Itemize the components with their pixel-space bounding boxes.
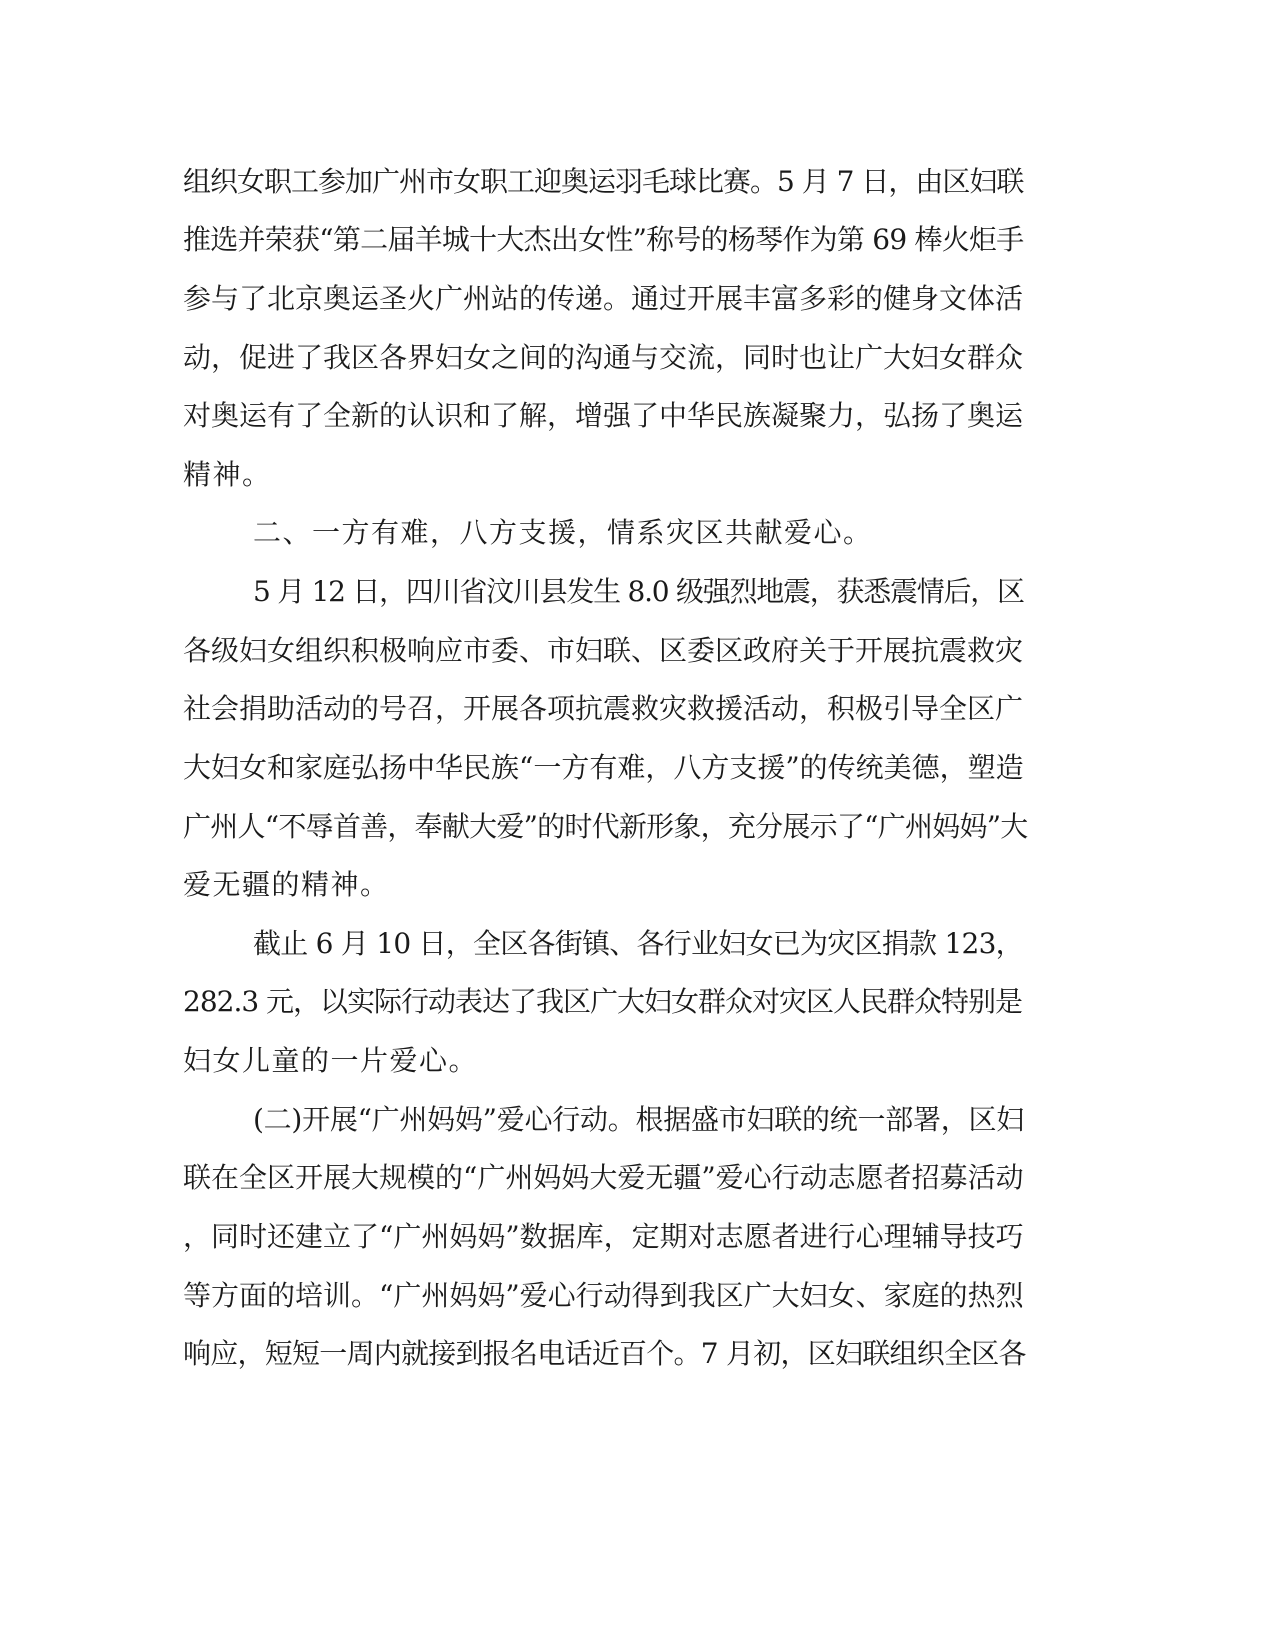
text-line: 推选并荣获“第二届羊城十大杰出女性”称号的杨琴作为第 69 棒火炬手 <box>183 223 1024 256</box>
text-line: 组织女职工参加广州市女职工迎奥运羽毛球比赛。5 月 7 日，由区妇联 <box>183 165 1024 198</box>
text-line: ，同时还建立了“广州妈妈”数据库，定期对志愿者进行心理辅导技巧 <box>183 1220 1024 1253</box>
text-line: 社会捐助活动的号召，开展各项抗震救灾救援活动，积极引导全区广 <box>183 692 1024 725</box>
text-line: 响应，短短一周内就接到报名电话近百个。7 月初，区妇联组织全区各 <box>183 1337 1026 1370</box>
text-line: 联在全区开展大规模的“广州妈妈大爱无疆”爱心行动志愿者招募活动 <box>183 1161 1024 1194</box>
text-line: (二)开展“广州妈妈”爱心行动。根据盛市妇联的统一部署，区妇 <box>253 1103 1024 1136</box>
text-line: 5 月 12 日，四川省汶川县发生 8.0 级强烈地震，获悉震情后，区 <box>253 575 1024 608</box>
text-line: 参与了北京奥运圣火广州站的传递。通过开展丰富多彩的健身文体活 <box>183 282 1024 315</box>
text-line: 各级妇女组织积极响应市委、市妇联、区委区政府关于开展抗震救灾 <box>183 634 1024 667</box>
text-line: 大妇女和家庭弘扬中华民族“一方有难，八方支援”的传统美德，塑造 <box>183 751 1024 784</box>
text-line: 282.3 元，以实际行动表达了我区广大妇女群众对灾区人民群众特别是 <box>183 985 1023 1018</box>
text-line: 广州人“不辱首善，奉献大爱”的时代新形象，充分展示了“广州妈妈”大 <box>183 810 1028 843</box>
text-line: 爱无疆的精神。 <box>183 868 390 901</box>
section-heading: 二、一方有难，八方支援，情系灾区共献爱心。 <box>253 516 873 549</box>
text-line: 等方面的培训。“广州妈妈”爱心行动得到我区广大妇女、家庭的热烈 <box>183 1279 1024 1312</box>
text-line: 精神。 <box>183 458 272 491</box>
text-line: 妇女儿童的一片爱心。 <box>183 1044 479 1077</box>
text-line: 对奥运有了全新的认识和了解，增强了中华民族凝聚力，弘扬了奥运 <box>183 399 1024 432</box>
text-line: 截止 6 月 10 日，全区各街镇、各行业妇女已为灾区捐款 123， <box>253 927 1023 960</box>
text-line: 动，促进了我区各界妇女之间的沟通与交流，同时也让广大妇女群众 <box>183 341 1024 374</box>
